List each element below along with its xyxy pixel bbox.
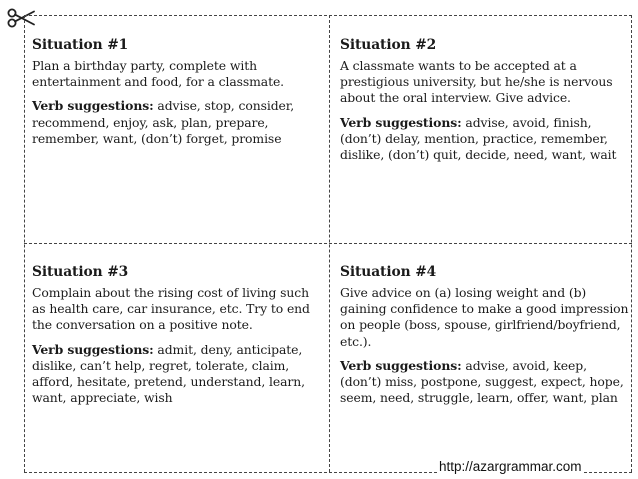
verb-suggestions-label: Verb suggestions:: [340, 114, 462, 130]
situation-title: Situation #4: [340, 264, 437, 280]
verb-suggestions-label: Verb suggestions:: [340, 357, 462, 373]
situation-task: Plan a birthday party, complete with entertainment and food, for a classmate.: [32, 58, 285, 90]
source-link[interactable]: http://azargrammar.com: [439, 459, 582, 474]
verb-suggestions-list: advise, avoid, keep, (don’t) miss, postpone, suggest, expect, hope, seem, need, struggle, learn, offer, want, plan: [340, 357, 624, 406]
verb-suggestions-label: Verb suggestions:: [32, 98, 154, 114]
situation-task: Give advice on (a) losing weight and (b) gaining confidence to make a good impression on people (boss, spouse, girlfriend/boyfriend, etc.).: [340, 285, 629, 349]
situation-task: A classmate wants to be accepted at a prestigious university, but he/she is nervous about the oral interview. Give advice.: [340, 58, 613, 106]
verb-suggestions-list: advise, stop, consider, recommend, enjoy, ask, plan, prepare, remember, want, (don’t) forget, promise: [32, 98, 295, 146]
situation-title: Situation #2: [340, 37, 437, 53]
cut-line-left: [24, 15, 25, 472]
verb-suggestions-label: Verb suggestions:: [32, 341, 154, 357]
cut-line-middle: [24, 243, 632, 244]
situation-task: Complain about the rising cost of living such as health care, car insurance, etc. Try to end the conversation on a positive note.: [32, 285, 310, 333]
verb-suggestions: [340, 115, 632, 164]
verb-suggestions: [32, 342, 317, 407]
cut-line-center: [329, 15, 330, 472]
verb-suggestions-list: admit, deny, anticipate, dislike, can’t help, regret, tolerate, claim, afford, hesitate, pretend, understand, learn, want, appreciate, wish: [32, 341, 305, 406]
situation-card-1: [32, 37, 317, 147]
situation-card-4: [340, 264, 632, 406]
cut-line-top: [24, 15, 632, 16]
cut-out-sheet: [24, 15, 632, 475]
situation-card-2: [340, 37, 632, 163]
verb-suggestions: [32, 98, 317, 147]
verb-suggestions-list: advise, avoid, finish, (don’t) delay, mention, practice, remember, dislike, (don’t) quit, decide, need, want, wait: [340, 114, 617, 163]
situation-title: Situation #3: [32, 264, 129, 280]
situation-title: Situation #1: [32, 37, 129, 53]
situation-card-3: [32, 264, 317, 406]
verb-suggestions: [340, 358, 632, 407]
